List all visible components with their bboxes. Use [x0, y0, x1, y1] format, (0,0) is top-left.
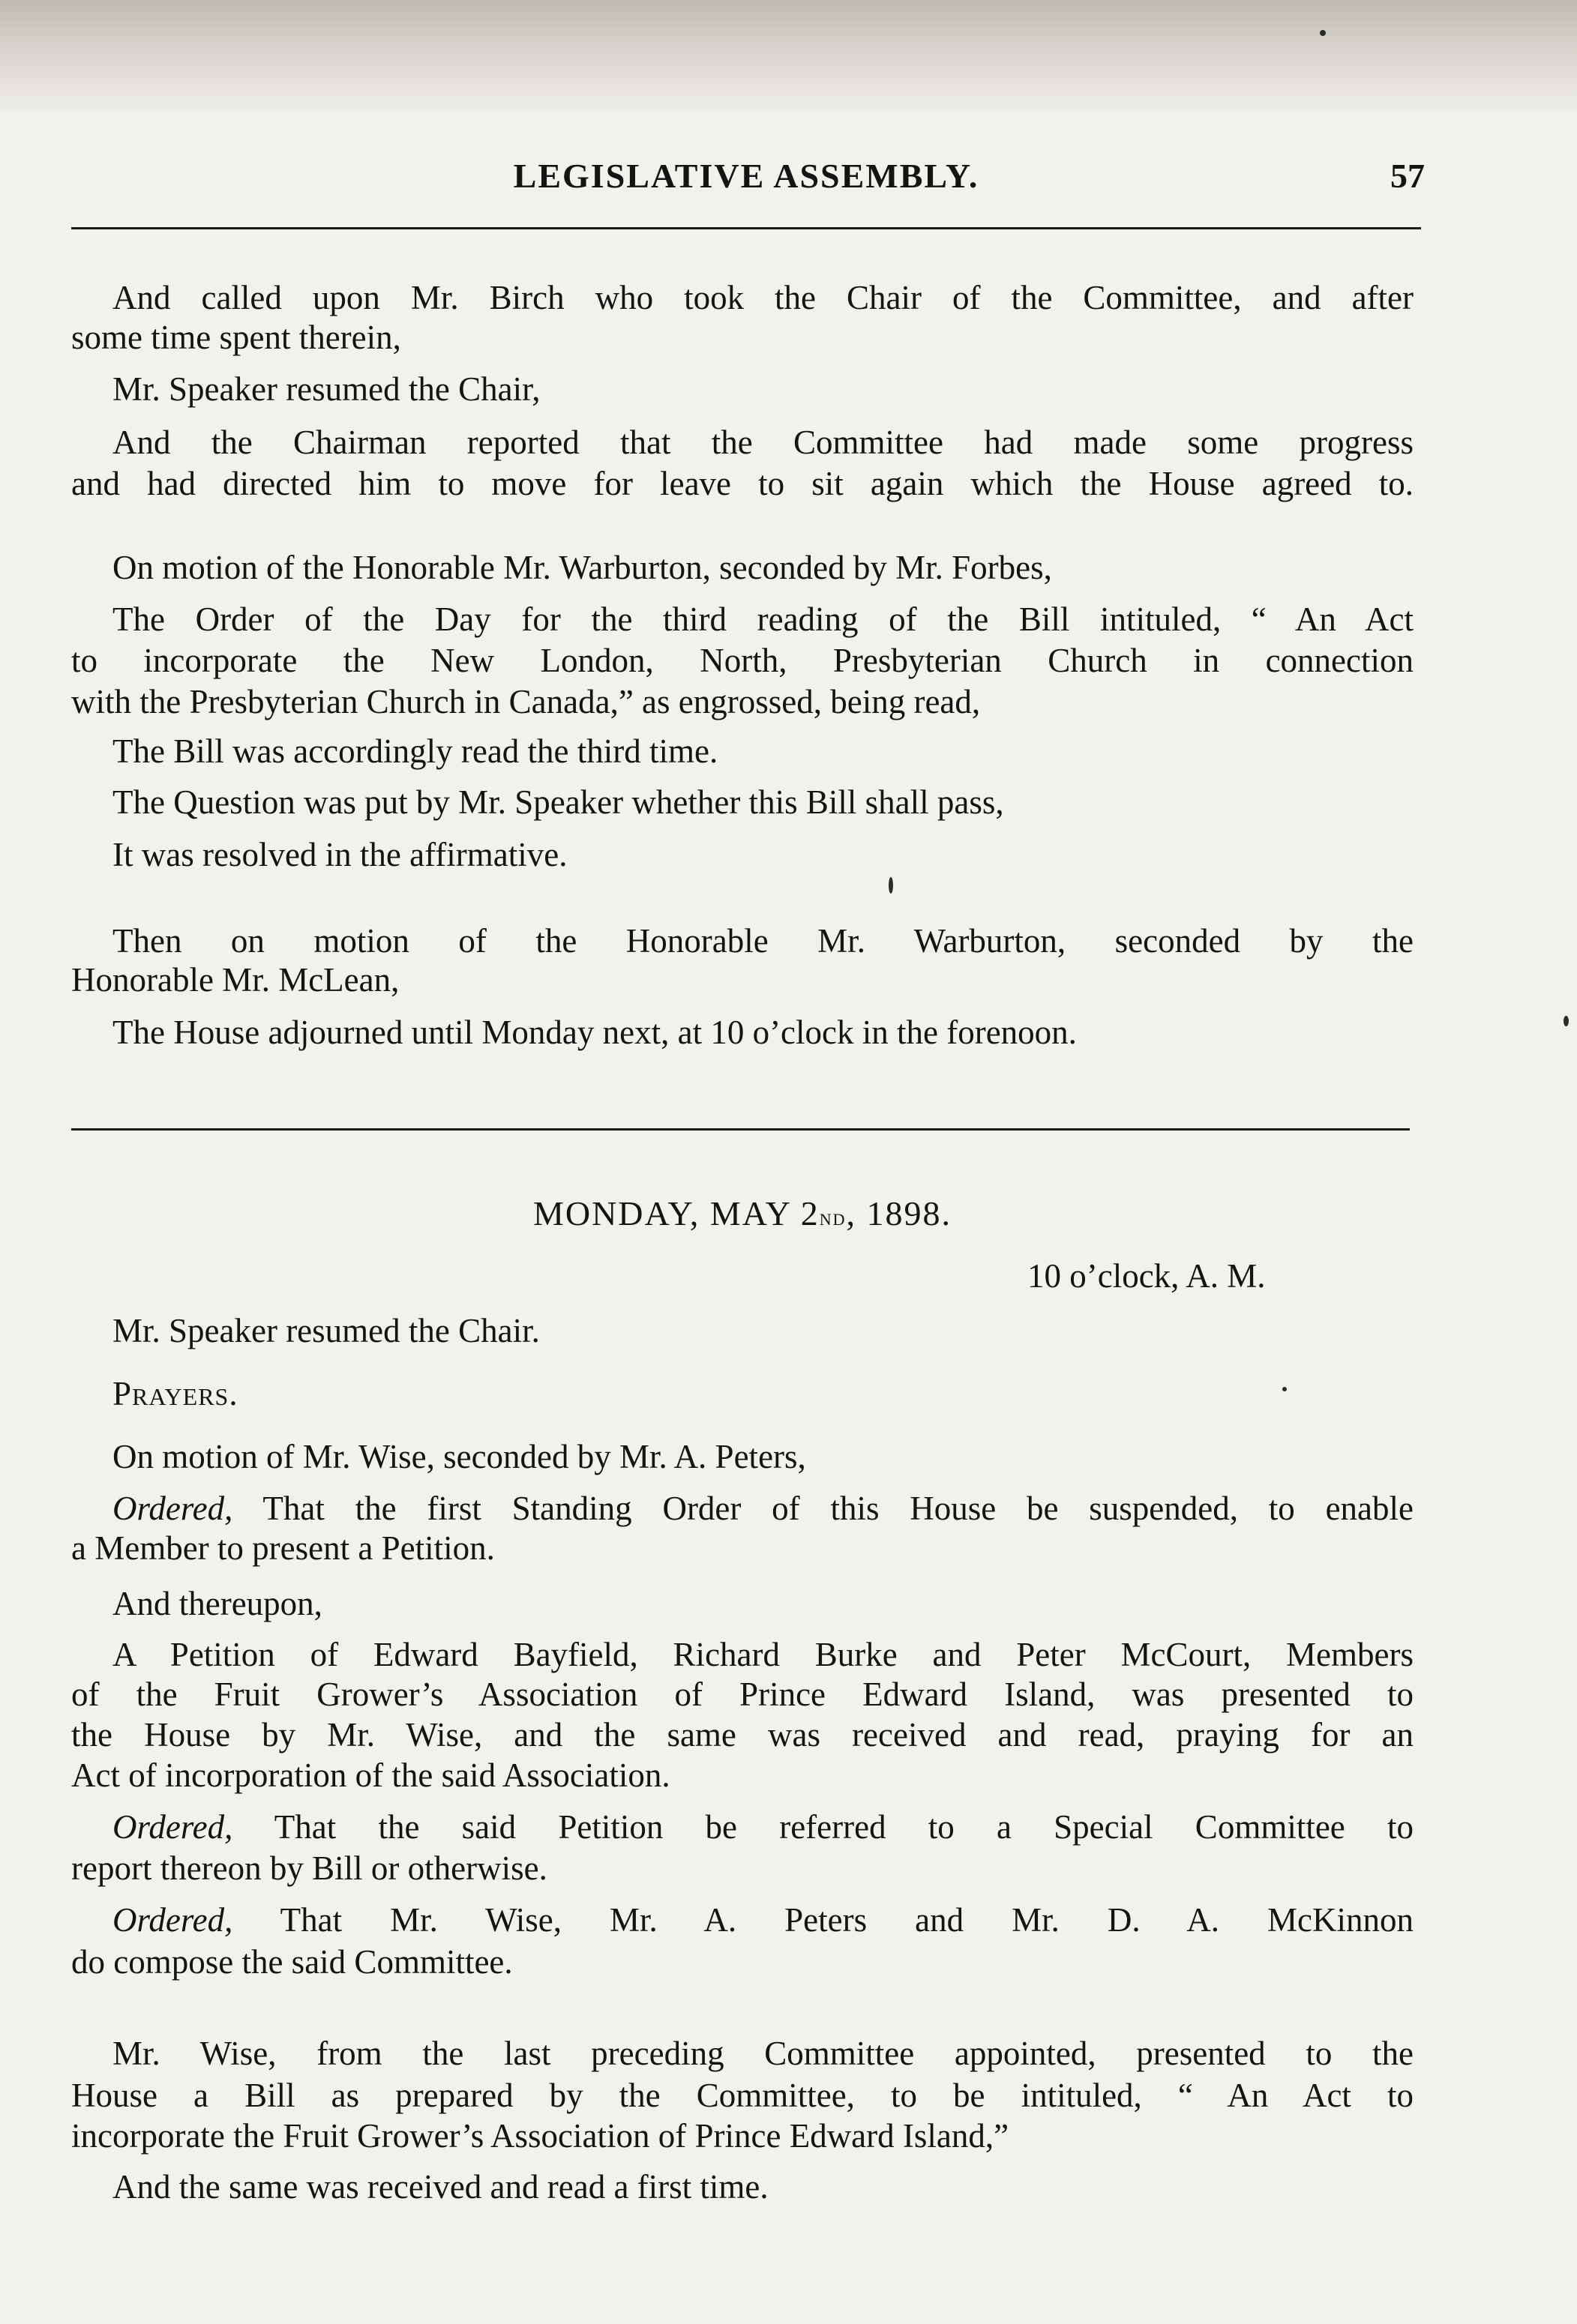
text-line: the House by Mr. Wise, and the same was received and read, praying for an: [71, 1716, 1414, 1753]
text-line: And thereupon,: [112, 1585, 322, 1622]
text-line: a Member to present a Petition.: [71, 1529, 495, 1567]
text-line: Mr. Speaker resumed the Chair.: [112, 1312, 540, 1349]
text-line: do compose the said Committee.: [71, 1943, 513, 1981]
text-line: And the same was received and read a first time.: [112, 2168, 769, 2206]
section-rule: [71, 1128, 1410, 1131]
text-line: The Question was put by Mr. Speaker whether this Bill shall pass,: [112, 783, 1004, 821]
date-text: MONDAY, MAY 2: [532, 1194, 820, 1232]
running-head-title: LEGISLATIVE ASSEMBLY.: [513, 157, 979, 195]
ink-speck: [1564, 1016, 1569, 1026]
ordered-label: Ordered,: [112, 1490, 233, 1527]
text-line: some time spent therein,: [71, 319, 401, 356]
text-line: with the Presbyterian Church in Canada,” as engrossed, being read,: [71, 683, 981, 720]
text-line: Mr. Wise, from the last preceding Committee appointed, presented to the: [112, 2035, 1414, 2072]
scan-shadow-band: [0, 0, 1577, 112]
page-header: [71, 156, 1425, 208]
text-line: A Petition of Edward Bayfield, Richard Burke and Peter McCourt, Members: [112, 1636, 1414, 1673]
text-line: The Order of the Day for the third reading of the Bill intituled, “ An Act: [112, 600, 1414, 638]
text-line: Honorable Mr. McLean,: [71, 961, 400, 999]
text-line: The Bill was accordingly read the third time.: [112, 732, 718, 770]
text-span: That Mr. Wise, Mr. A. Peters and Mr. D. A. McKinnon: [232, 1901, 1414, 1939]
ordered-label: Ordered,: [112, 1808, 233, 1846]
text-line: House a Bill as prepared by the Committee, to be intituled, “ An Act to: [71, 2077, 1414, 2114]
date-ordinal: nd: [819, 1203, 847, 1230]
date-year: , 1898.: [846, 1194, 952, 1232]
prayers-heading: Prayers.: [112, 1375, 238, 1412]
text-line: report thereon by Bill or otherwise.: [71, 1849, 547, 1887]
ink-speck: [1320, 30, 1326, 36]
ordered-line: [112, 1488, 1414, 1529]
page-number: 57: [1390, 157, 1425, 195]
text-line: On motion of Mr. Wise, seconded by Mr. A. Peters,: [112, 1438, 806, 1475]
text-line: The House adjourned until Monday next, at 10 o’clock in the forenoon.: [112, 1014, 1077, 1051]
date-heading: [71, 1193, 1414, 1233]
text-line: Then on motion of the Honorable Mr. Warburton, seconded by the: [112, 922, 1414, 960]
text-line: It was resolved in the affirmative.: [112, 836, 568, 873]
ink-speck: [889, 877, 893, 894]
ordered-line: [112, 1807, 1414, 1848]
text-span: That the first Standing Order of this House be suspended, to enable: [232, 1490, 1414, 1527]
text-span: That the said Petition be referred to a Special Committee to: [232, 1808, 1414, 1846]
header-rule: [71, 227, 1421, 229]
ordered-line: [112, 1900, 1414, 1941]
text-line: And the Chairman reported that the Committee had made some progress: [112, 424, 1414, 461]
text-line: Mr. Speaker resumed the Chair,: [112, 370, 541, 408]
text-line: Act of incorporation of the said Association.: [71, 1756, 670, 1794]
text-line: and had directed him to move for leave to sit again which the House agreed to.: [71, 465, 1414, 502]
text-line: On motion of the Honorable Mr. Warburton, seconded by Mr. Forbes,: [112, 549, 1052, 586]
text-line: And called upon Mr. Birch who took the Chair of the Committee, and after: [112, 279, 1414, 316]
sitting-time: 10 o’clock, A. M.: [1027, 1257, 1266, 1295]
text-line: to incorporate the New London, North, Presbyterian Church in connection: [71, 642, 1414, 679]
text-line: incorporate the Fruit Grower’s Association of Prince Edward Island,”: [71, 2117, 1009, 2155]
text-line: of the Fruit Grower’s Association of Prince Edward Island, was presented to: [71, 1676, 1414, 1713]
ordered-label: Ordered,: [112, 1901, 233, 1939]
